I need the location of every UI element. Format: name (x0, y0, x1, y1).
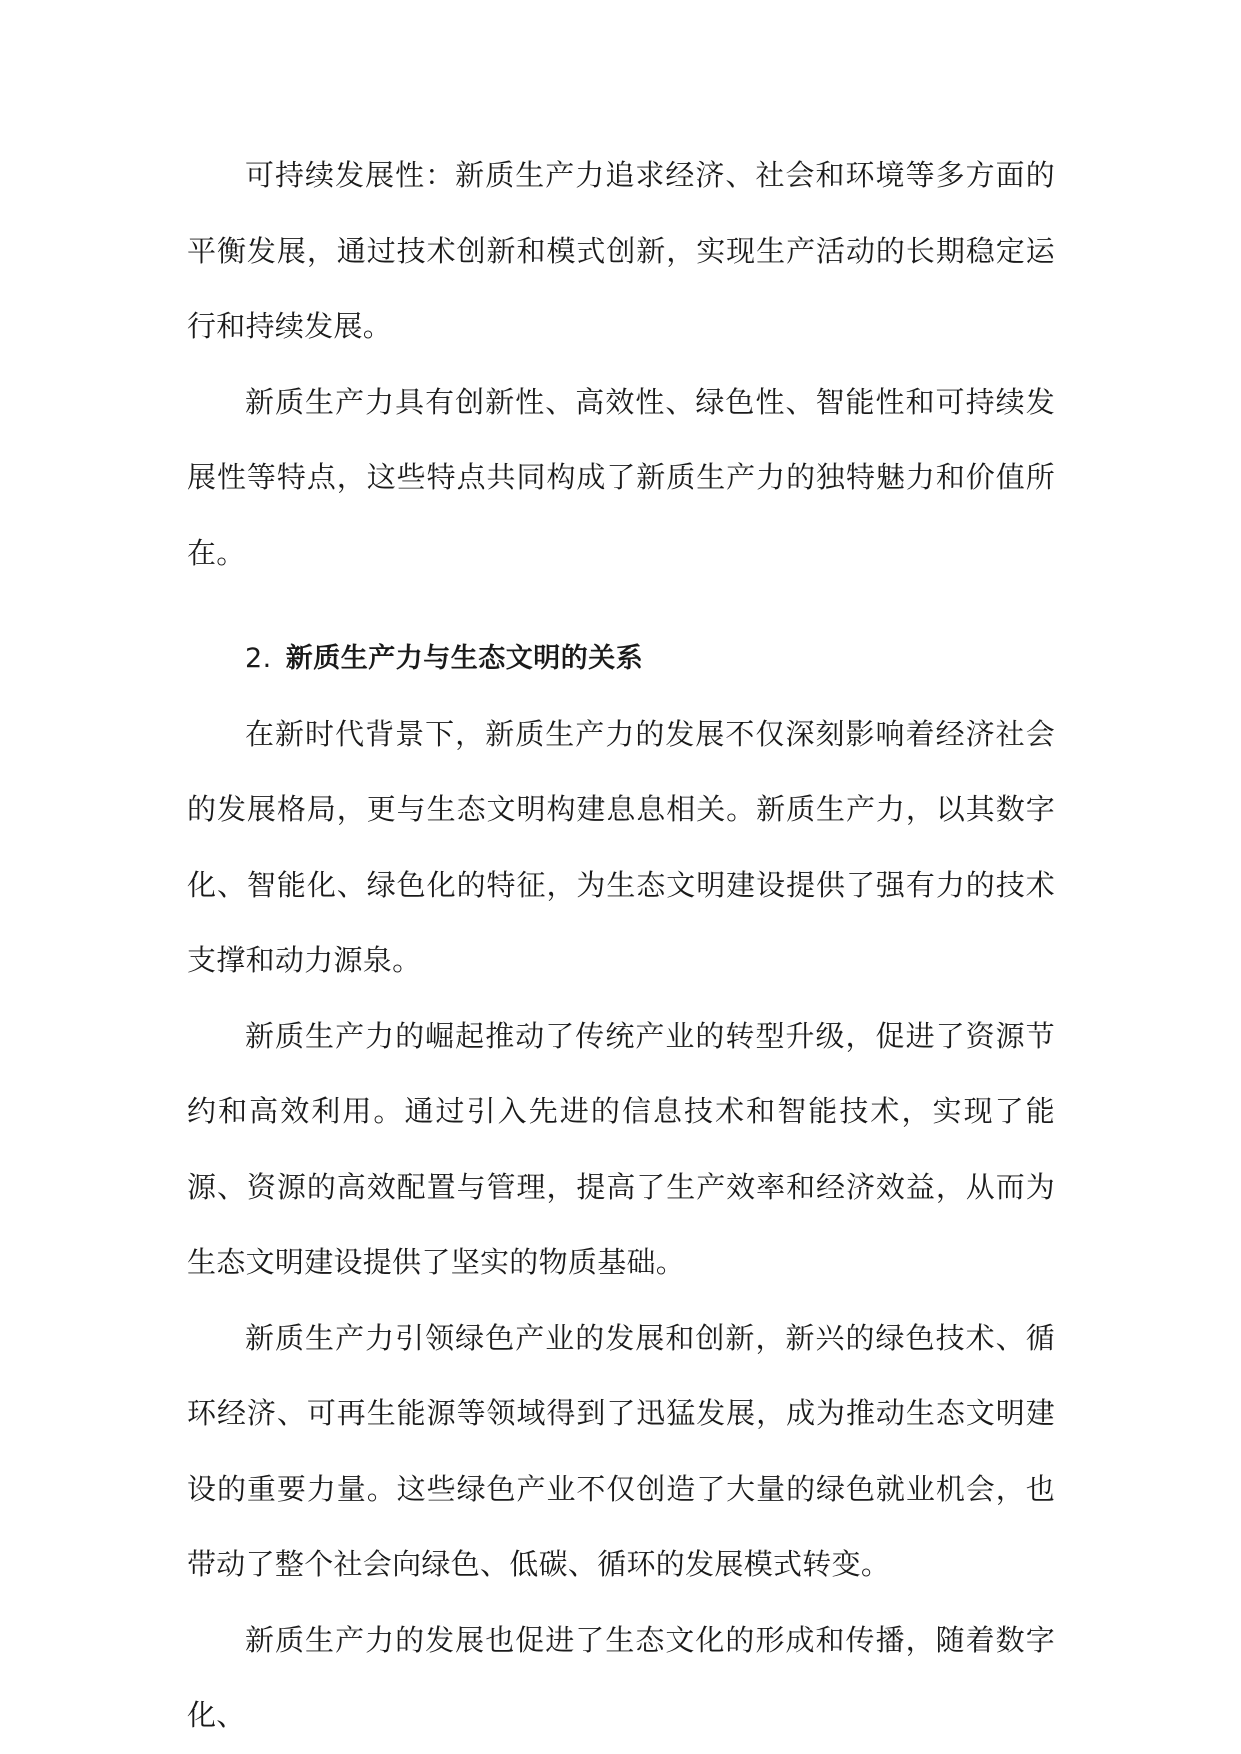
paragraph-characteristics-summary: 新质生产力具有创新性、高效性、绿色性、智能性和可持续发展性等特点，这些特点共同构成了新质生产力的独特魅力和价值所在。 (187, 384, 1055, 570)
section-title: 新质生产力与生态文明的关系 (285, 643, 644, 674)
document-page (187, 138, 1055, 1754)
section-number: 2. (245, 643, 272, 674)
paragraph-green-industry: 新质生产力引领绿色产业的发展和创新，新兴的绿色技术、循环经济、可再生能源等领域得到了迅猛发展，成为推动生态文明建设的重要力量。这些绿色产业不仅创造了大量的绿色就业机会，也带动了整个社会向绿色、低碳、循环的发展模式转变。 (187, 1320, 1055, 1581)
paragraph-sustainability: 可持续发展性：新质生产力追求经济、社会和环境等多方面的平衡发展，通过技术创新和模式创新，实现生产活动的长期稳定运行和持续发展。 (187, 158, 1055, 343)
section-heading (187, 621, 1055, 697)
paragraph-eco-culture: 新质生产力的发展也促进了生态文化的形成和传播，随着数字化、 (187, 1622, 1055, 1732)
paragraph-new-era-context: 在新时代背景下，新质生产力的发展不仅深刻影响着经济社会的发展格局，更与生态文明构建息息相关。新质生产力，以其数字化、智能化、绿色化的特征，为生态文明建设提供了强有力的技术支撑和动力源泉。 (187, 716, 1055, 977)
paragraph-industry-upgrade: 新质生产力的崛起推动了传统产业的转型升级，促进了资源节约和高效利用。通过引入先进的信息技术和智能技术，实现了能源、资源的高效配置与管理，提高了生产效率和经济效益，从而为生态文明建设提供了坚实的物质基础。 (187, 1018, 1055, 1279)
